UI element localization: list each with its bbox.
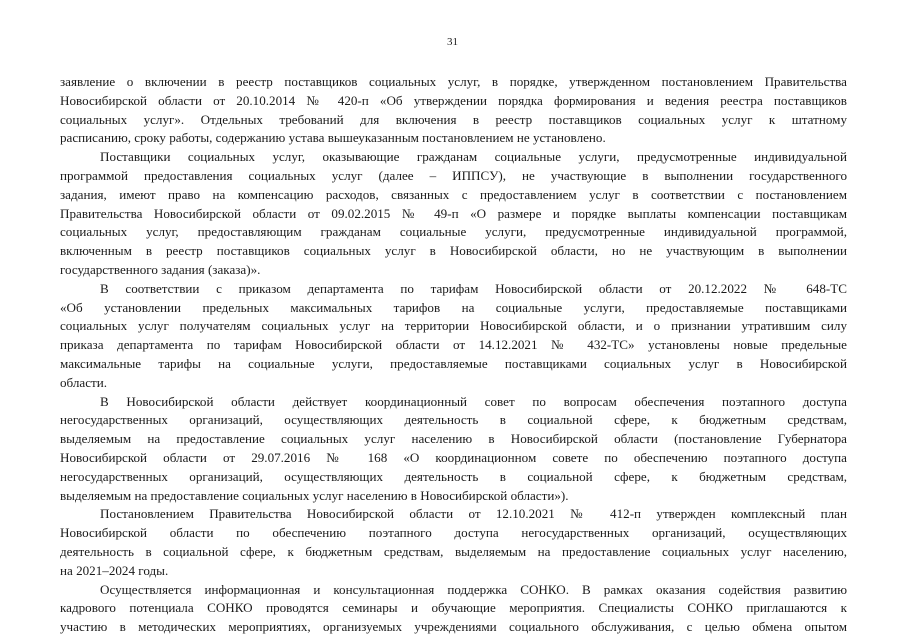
text-line: приказа департамента по тарифам Новосибирской области от 14.12.2021 № 432-ТС» установлены новые предельные [60, 337, 847, 353]
page-number: 31 [447, 36, 458, 48]
text-line: негосударственных организаций, осуществляющих деятельность в социальной сфере, к бюджетным средствам, [60, 412, 847, 428]
paragraph-4 [60, 393, 847, 506]
text-line: государственного задания (заказа)». [60, 261, 261, 277]
paragraph-3 [60, 280, 847, 393]
text-line: участию в методических мероприятиях, организуемых учреждениями социального обслуживания, с целью обмена опытом [60, 619, 847, 635]
text-line: заявление о включении в реестр поставщиков социальных услуг, в порядке, утвержденном постановлением Правительства [60, 74, 847, 89]
text-line: на 2021–2024 годы. [60, 562, 169, 578]
paragraph-5 [60, 505, 847, 580]
text-line: «Об установлении предельных максимальных тарифов на социальные услуги, предоставляемые поставщиками [60, 299, 847, 315]
text-line: социальных услуг получателям социальных услуг на территории Новосибирской области, и о признании утратившим силу [60, 318, 847, 334]
text-line: выделяемым на предоставление социальных услуг населению в Новосибирской области (постановление Губернатора [60, 431, 847, 447]
text-line: негосударственных организаций, осуществляющих деятельность в социальной сфере, к бюджетным средствам, [60, 468, 847, 484]
text-line: Новосибирской области по обеспечению поэтапного доступа негосударственных организаций, осуществляющих [60, 525, 847, 541]
text-line: задания, имеют право на компенсацию расходов, связанных с предоставлением услуг в соответствии с постановлением [60, 186, 847, 202]
text-line: социальных услуг». Отдельных требований для включения в реестр поставщиков социальных услуг к штатному [60, 111, 847, 127]
text-line: максимальные тарифы на социальные услуги, предоставляемые поставщиками социальных услуг в Новосибирской [60, 355, 847, 371]
text-line: Поставщики социальных услуг, оказывающие гражданам социальные услуги, предусмотренные индивидуальной [100, 149, 847, 165]
document-body [60, 73, 847, 637]
paragraph-6 [60, 581, 847, 637]
text-line: Осуществляется информационная и консультационная поддержка СОНКО. В рамках оказания содействия развитию [100, 581, 847, 597]
text-line: В Новосибирской области действует координационный совет по вопросам обеспечения поэтапного доступа [100, 393, 847, 409]
text-line: программой предоставления социальных услуг (далее – ИППСУ), не участвующие в выполнении государственного [60, 167, 847, 183]
paragraph-2 [60, 148, 847, 280]
paragraph-1 [60, 73, 847, 148]
text-line: Новосибирской области от 29.07.2016 № 168 «О координационном совете по обеспечению поэтапного доступа [60, 449, 847, 465]
text-line: деятельность в социальной сфере, к бюджетным средствам, выделяемым на предоставление социальных услуг населению, [60, 543, 847, 559]
text-line: области. [60, 374, 108, 390]
text-line: кадрового потенциала СОНКО проводятся семинары и обучающие мероприятия. Специалисты СОНКО приглашаются к [60, 600, 847, 616]
text-line: выделяемым на предоставление социальных услуг населению в Новосибирской области»). [60, 487, 569, 503]
text-line: Новосибирской области от 20.10.2014 № 420-п «Об утверждении порядка формирования и ведения реестра поставщиков [60, 92, 847, 108]
text-line: Правительства Новосибирской области от 09.02.2015 № 49-п «О размере и порядке выплаты компенсации поставщикам [60, 205, 847, 221]
text-line: социальных услуг, предоставляющим гражданам социальные услуги, предусмотренные индивидуальной программой, [60, 224, 847, 240]
text-line: включенным в реестр поставщиков социальных услуг в Новосибирской области, но не участвующим в выполнении [60, 243, 847, 259]
text-line: В соответствии с приказом департамента по тарифам Новосибирской области от 20.12.2022 № 648-ТС [100, 280, 847, 296]
text-line: расписанию, сроку работы, содержанию устава вышеуказанным постановлением не установлено. [60, 130, 606, 146]
text-line: Постановлением Правительства Новосибирской области от 12.10.2021 № 412-п утвержден комплексный план [100, 506, 847, 522]
